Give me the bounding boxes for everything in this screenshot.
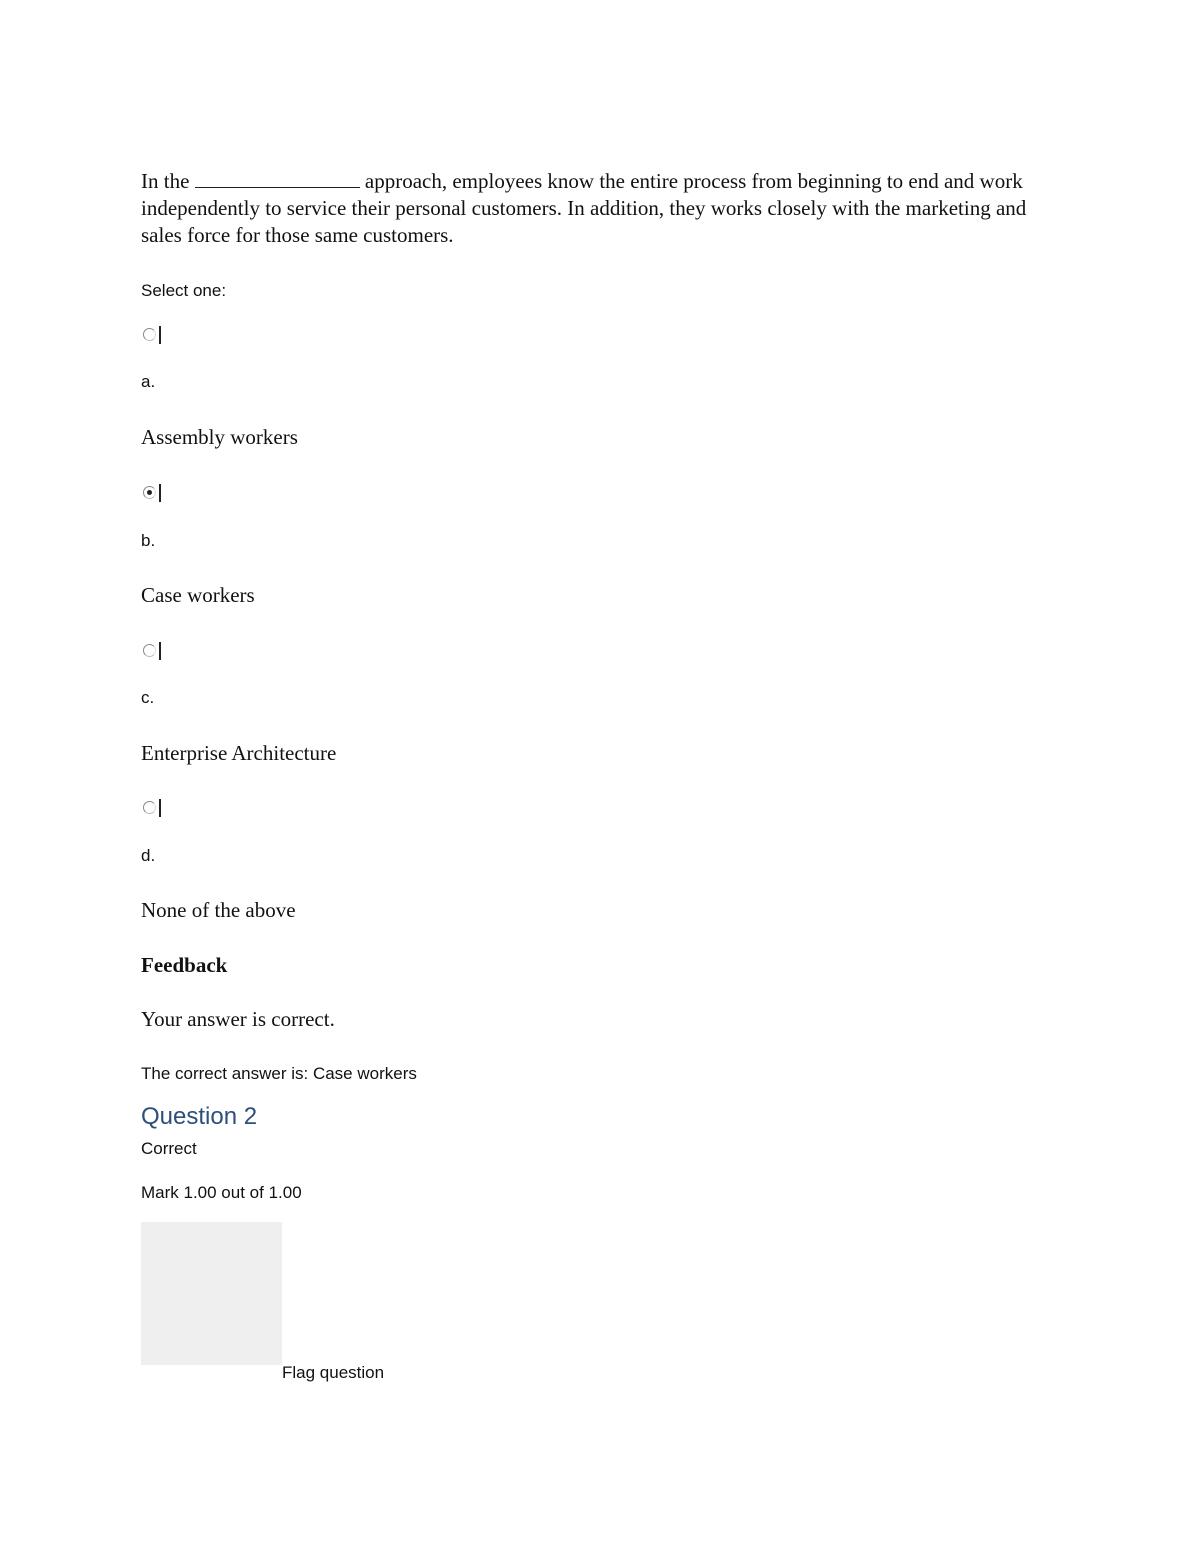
question-text-start: In the (141, 169, 195, 193)
text-cursor-icon (159, 799, 161, 817)
question-2-heading: Question 2 (141, 1103, 258, 1130)
question-mark: Mark 1.00 out of 1.00 (141, 1183, 302, 1202)
select-one-label: Select one: (141, 281, 227, 300)
radio-unchecked-icon[interactable] (143, 644, 156, 657)
text-cursor-icon (159, 326, 161, 344)
option-d-letter: d. (141, 846, 156, 865)
option-d-text[interactable]: None of the above (141, 898, 296, 922)
option-b-radio[interactable] (141, 484, 171, 504)
flag-icon-placeholder[interactable] (141, 1222, 282, 1365)
radio-unchecked-icon[interactable] (143, 801, 156, 814)
option-c-letter: c. (141, 688, 155, 707)
option-a-text[interactable]: Assembly workers (141, 425, 298, 449)
text-cursor-icon (159, 642, 161, 660)
option-c-radio[interactable] (141, 642, 171, 662)
feedback-heading: Feedback (141, 953, 228, 977)
option-b-text[interactable]: Case workers (141, 583, 255, 607)
correct-answer-text: The correct answer is: Case workers (141, 1064, 417, 1083)
option-c-text[interactable]: Enterprise Architecture (141, 741, 337, 765)
radio-checked-icon[interactable] (143, 486, 156, 499)
flag-question-link[interactable]: Flag question (282, 1363, 385, 1382)
text-cursor-icon (159, 484, 161, 502)
answer-blank (195, 169, 360, 188)
question-text-end: approach, employees know the entire process from beginning to end and work independently to service their personal customers. In addition, they works closely with the marketing and sales force for those same customers. (141, 169, 1027, 247)
radio-unchecked-icon[interactable] (143, 328, 156, 341)
option-b-letter: b. (141, 531, 156, 550)
quiz-page (141, 168, 1061, 1382)
option-d-radio[interactable] (141, 799, 171, 819)
option-a-letter: a. (141, 372, 156, 391)
question-status: Correct (141, 1139, 197, 1158)
feedback-result: Your answer is correct. (141, 1007, 335, 1031)
option-a-radio[interactable] (141, 326, 171, 346)
question-text (141, 168, 1061, 249)
